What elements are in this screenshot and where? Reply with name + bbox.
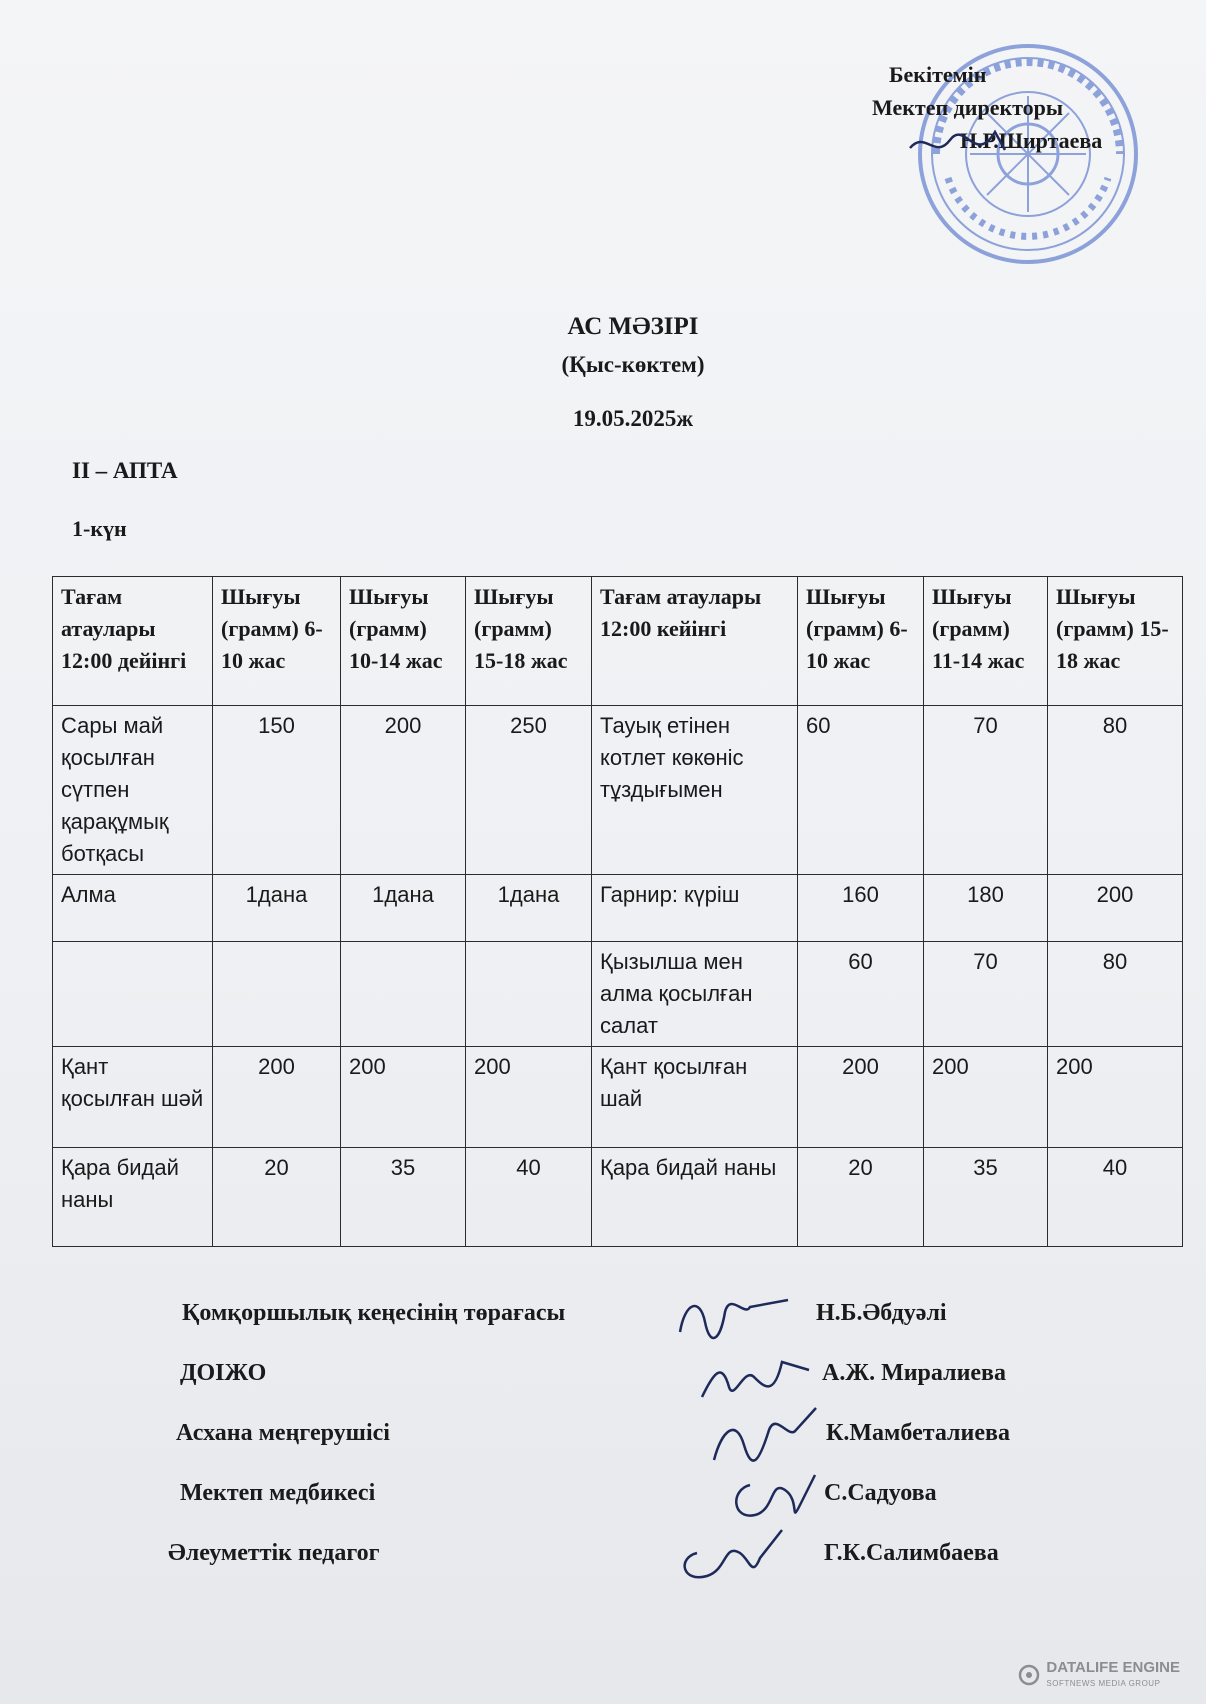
menu-date: 19.05.2025ж (572, 406, 694, 431)
dish-name: Гарнир: күріш (592, 875, 798, 942)
dish-name: Тауық етінен котлет көкөніс тұздығымен (592, 706, 798, 875)
watermark-sub: SOFTNEWS MEDIA GROUP (1046, 1679, 1161, 1688)
portion-cell: 200 (798, 1047, 924, 1148)
portion-cell: 150 (213, 706, 341, 875)
table-row (53, 942, 1183, 1047)
director-signature (905, 120, 1015, 180)
signature-row (0, 1360, 1206, 1400)
signatory-name: С.Садуова (824, 1480, 937, 1506)
portion-cell: 40 (1048, 1148, 1183, 1247)
signatory-role: Мектеп медбикесі (180, 1480, 376, 1506)
menu-table (52, 576, 1183, 1247)
dish-name: Алма (53, 875, 213, 942)
portion-cell: 60 (798, 706, 924, 875)
column-header: Шығуы (грамм) 6-10 жас (798, 577, 924, 706)
signature-row (0, 1300, 1206, 1340)
signatory-role: Асхана меңгерушісі (176, 1420, 390, 1446)
portion-cell: 20 (798, 1148, 924, 1247)
portion-cell: 1дана (341, 875, 466, 942)
approval-line: Бекітемін (889, 62, 987, 87)
portion-cell: 70 (924, 706, 1048, 875)
dish-name: Қара бидай наны (53, 1148, 213, 1247)
portion-cell: 180 (924, 875, 1048, 942)
portion-cell: 200 (1048, 875, 1183, 942)
portion-cell: 200 (341, 706, 466, 875)
table-row (53, 1148, 1183, 1247)
portion-cell: 40 (466, 1148, 592, 1247)
portion-cell: 200 (466, 1047, 592, 1148)
portion-cell: 1дана (466, 875, 592, 942)
portion-cell: 80 (1048, 942, 1183, 1047)
column-header: Шығуы (грамм) 11-14 жас (924, 577, 1048, 706)
column-header: Тағам атаулары 12:00 кейінгі (592, 577, 798, 706)
portion-cell (466, 942, 592, 1047)
portion-cell (213, 942, 341, 1047)
week-label: ІІ – АПТА (72, 458, 178, 483)
column-header: Шығуы (грамм) 10-14 жас (341, 577, 466, 706)
portion-cell: 200 (341, 1047, 466, 1148)
portion-cell: 35 (341, 1148, 466, 1247)
signatory-name: К.Мамбеталиева (826, 1420, 1010, 1446)
signatory-name: Н.Б.Әбдуәлі (816, 1300, 947, 1326)
column-header: Шығуы (грамм) 15-18 жас (1048, 577, 1183, 706)
handwritten-signature (672, 1518, 792, 1598)
dish-name: Қызылша мен алма қосылған салат (592, 942, 798, 1047)
dish-name: Сары май қосылған сүтпен қарақұмық ботқасы (53, 706, 213, 875)
portion-cell: 200 (924, 1047, 1048, 1148)
signatory-name: Г.К.Салимбаева (824, 1540, 999, 1566)
portion-cell: 35 (924, 1148, 1048, 1247)
portion-cell: 80 (1048, 706, 1183, 875)
column-header: Шығуы (грамм) 15-18 жас (466, 577, 592, 706)
portion-cell: 200 (1048, 1047, 1183, 1148)
table-row (53, 875, 1183, 942)
signature-row (0, 1480, 1206, 1520)
signatory-role: ДОІЖО (180, 1360, 267, 1386)
table-header-row (53, 577, 1183, 706)
table-row (53, 706, 1183, 875)
signature-row (0, 1420, 1206, 1460)
portion-cell: 20 (213, 1148, 341, 1247)
portion-cell: 250 (466, 706, 592, 875)
signature-row (0, 1540, 1206, 1580)
page-title: АС МӘЗІРІ (567, 313, 699, 340)
season-subtitle: (Қыс-көктем) (561, 352, 705, 377)
portion-cell: 60 (798, 942, 924, 1047)
dish-name: Қант қосылған шай (592, 1047, 798, 1148)
signatory-name: А.Ж. Миралиева (822, 1360, 1007, 1386)
approval-line: Мектеп директоры (872, 95, 1064, 120)
watermark (1046, 1660, 1180, 1692)
dish-name (53, 942, 213, 1047)
signatory-role: Қомқоршылық кеңесінің төрағасы (182, 1300, 566, 1326)
datalife-logo-icon (1018, 1664, 1040, 1686)
signatory-role: Әлеуметтік педагог (168, 1540, 380, 1566)
portion-cell (341, 942, 466, 1047)
column-header: Тағам атаулары 12:00 дейінгі (53, 577, 213, 706)
portion-cell: 1дана (213, 875, 341, 942)
portion-cell: 160 (798, 875, 924, 942)
dish-name: Қара бидай наны (592, 1148, 798, 1247)
watermark-brand: DATALIFE ENGINE (1046, 1659, 1180, 1676)
portion-cell: 200 (213, 1047, 341, 1148)
director-name: Н.Р.Ширтаева (960, 128, 1103, 153)
table-row (53, 1047, 1183, 1148)
dish-name: Қант қосылған шәй (53, 1047, 213, 1148)
day-label: 1-күн (72, 516, 127, 541)
column-header: Шығуы (грамм) 6-10 жас (213, 577, 341, 706)
portion-cell: 70 (924, 942, 1048, 1047)
